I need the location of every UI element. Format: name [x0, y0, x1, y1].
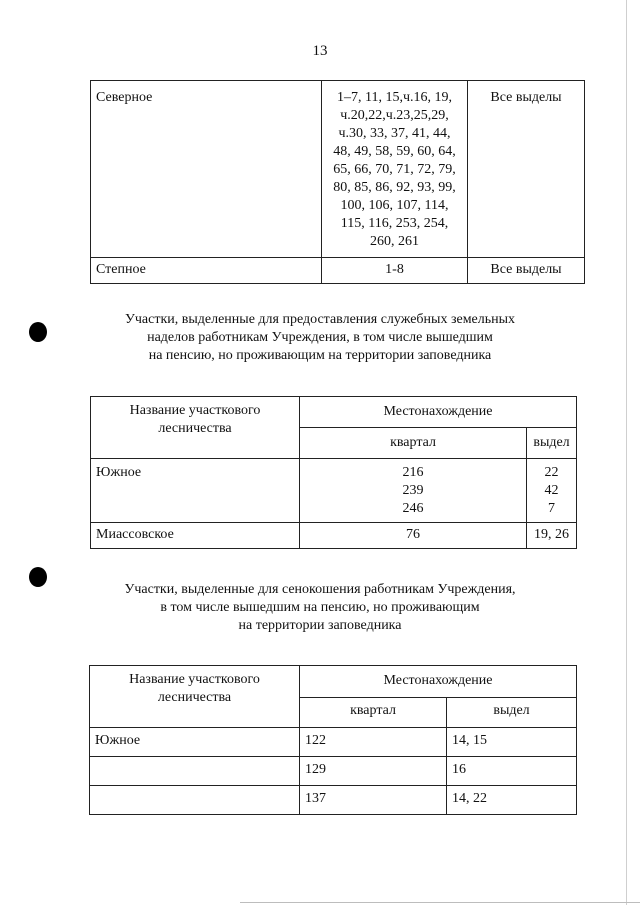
heading-line: Участки, выделенные для предоставления служебных земельных — [124, 312, 516, 327]
table-row — [90, 728, 577, 757]
kvartaly-line: ч.20,22,ч.23,25,29, — [340, 108, 449, 123]
cell-kvartal: 137 — [300, 786, 447, 815]
kvartaly-line: 1–7, 11, 15,ч.16, 19, — [336, 90, 453, 105]
header-vydel: выдел — [527, 428, 577, 459]
cell-name: Южное — [90, 728, 300, 757]
cell-name: Южное — [91, 459, 300, 523]
cell-vydel: 14, 15 — [447, 728, 577, 757]
cell-vydely: Все выделы — [468, 81, 585, 258]
heading-line: наделов работникам Учреждения, в том числе вышедшим — [147, 330, 493, 345]
header-kvartal: квартал — [300, 428, 527, 459]
kvartal-value: 216 — [402, 465, 424, 480]
kvartaly-line: 48, 49, 58, 59, 60, 64, — [333, 144, 456, 159]
cell-vydely: Все выделы — [468, 258, 585, 284]
heading-line: Участки, выделенные для сенокошения работникам Учреждения, — [124, 582, 516, 597]
cell-kvartal: 129 — [300, 757, 447, 786]
header-line: Название участкового — [129, 672, 260, 687]
header-kvartal: квартал — [300, 698, 447, 728]
kvartal-value: 246 — [402, 501, 424, 516]
kvartaly-line: 115, 116, 253, 254, — [340, 216, 449, 231]
kvartaly-line: 260, 261 — [370, 234, 419, 249]
cell-vydel: 14, 22 — [447, 786, 577, 815]
header-line: лесничества — [158, 421, 232, 436]
table-row — [91, 81, 585, 258]
kvartaly-line: 100, 106, 107, 114, — [340, 198, 449, 213]
table-row — [91, 459, 577, 523]
scan-edge — [626, 0, 627, 905]
cell-kvartaly: 1-8 — [322, 258, 468, 284]
cell-name: Миассовское — [91, 523, 300, 549]
header-name — [91, 397, 300, 459]
table-service-plots — [90, 396, 577, 549]
header-name — [90, 666, 300, 728]
cell-kvartal: 76 — [300, 523, 527, 549]
kvartaly-line: 65, 66, 70, 71, 72, 79, — [333, 162, 456, 177]
vydel-value: 22 — [544, 465, 559, 480]
cell-vydel — [527, 459, 577, 523]
cell-name: Северное — [91, 81, 322, 258]
table-forest-plots-continued — [90, 80, 585, 284]
table-header-row — [91, 397, 577, 428]
cell-vydel: 16 — [447, 757, 577, 786]
cell-name: Степное — [91, 258, 322, 284]
scan-bottom-edge — [240, 902, 640, 903]
cell-name — [90, 757, 300, 786]
cell-name — [90, 786, 300, 815]
table-haymaking-plots — [89, 665, 577, 815]
header-location: Местонахождение — [300, 397, 577, 428]
table-row — [91, 523, 577, 549]
kvartal-value: 239 — [402, 483, 424, 498]
heading-line: в том числе вышедшим на пенсию, но проживающим — [160, 600, 480, 615]
table-row — [91, 258, 585, 284]
cell-kvartaly — [322, 81, 468, 258]
vydel-value: 7 — [548, 501, 555, 516]
heading-line: на пенсию, но проживающим на территории заповедника — [148, 348, 492, 363]
kvartaly-line: 80, 85, 86, 92, 93, 99, — [333, 180, 456, 195]
cell-kvartal — [300, 459, 527, 523]
section-heading-service-plots — [0, 311, 640, 365]
kvartaly-line: ч.30, 33, 37, 41, 44, — [338, 126, 451, 141]
header-vydel: выдел — [447, 698, 577, 728]
page-number: 13 — [312, 43, 328, 59]
cell-vydel: 19, 26 — [527, 523, 577, 549]
vydel-value: 42 — [544, 483, 559, 498]
table-row — [90, 757, 577, 786]
section-heading-haymaking-plots — [0, 581, 640, 635]
table-row — [90, 786, 577, 815]
header-location: Местонахождение — [300, 666, 577, 698]
table-header-row — [90, 666, 577, 698]
heading-line: на территории заповедника — [238, 618, 402, 633]
header-line: Название участкового — [129, 403, 261, 418]
header-line: лесничества — [157, 690, 232, 705]
cell-kvartal: 122 — [300, 728, 447, 757]
